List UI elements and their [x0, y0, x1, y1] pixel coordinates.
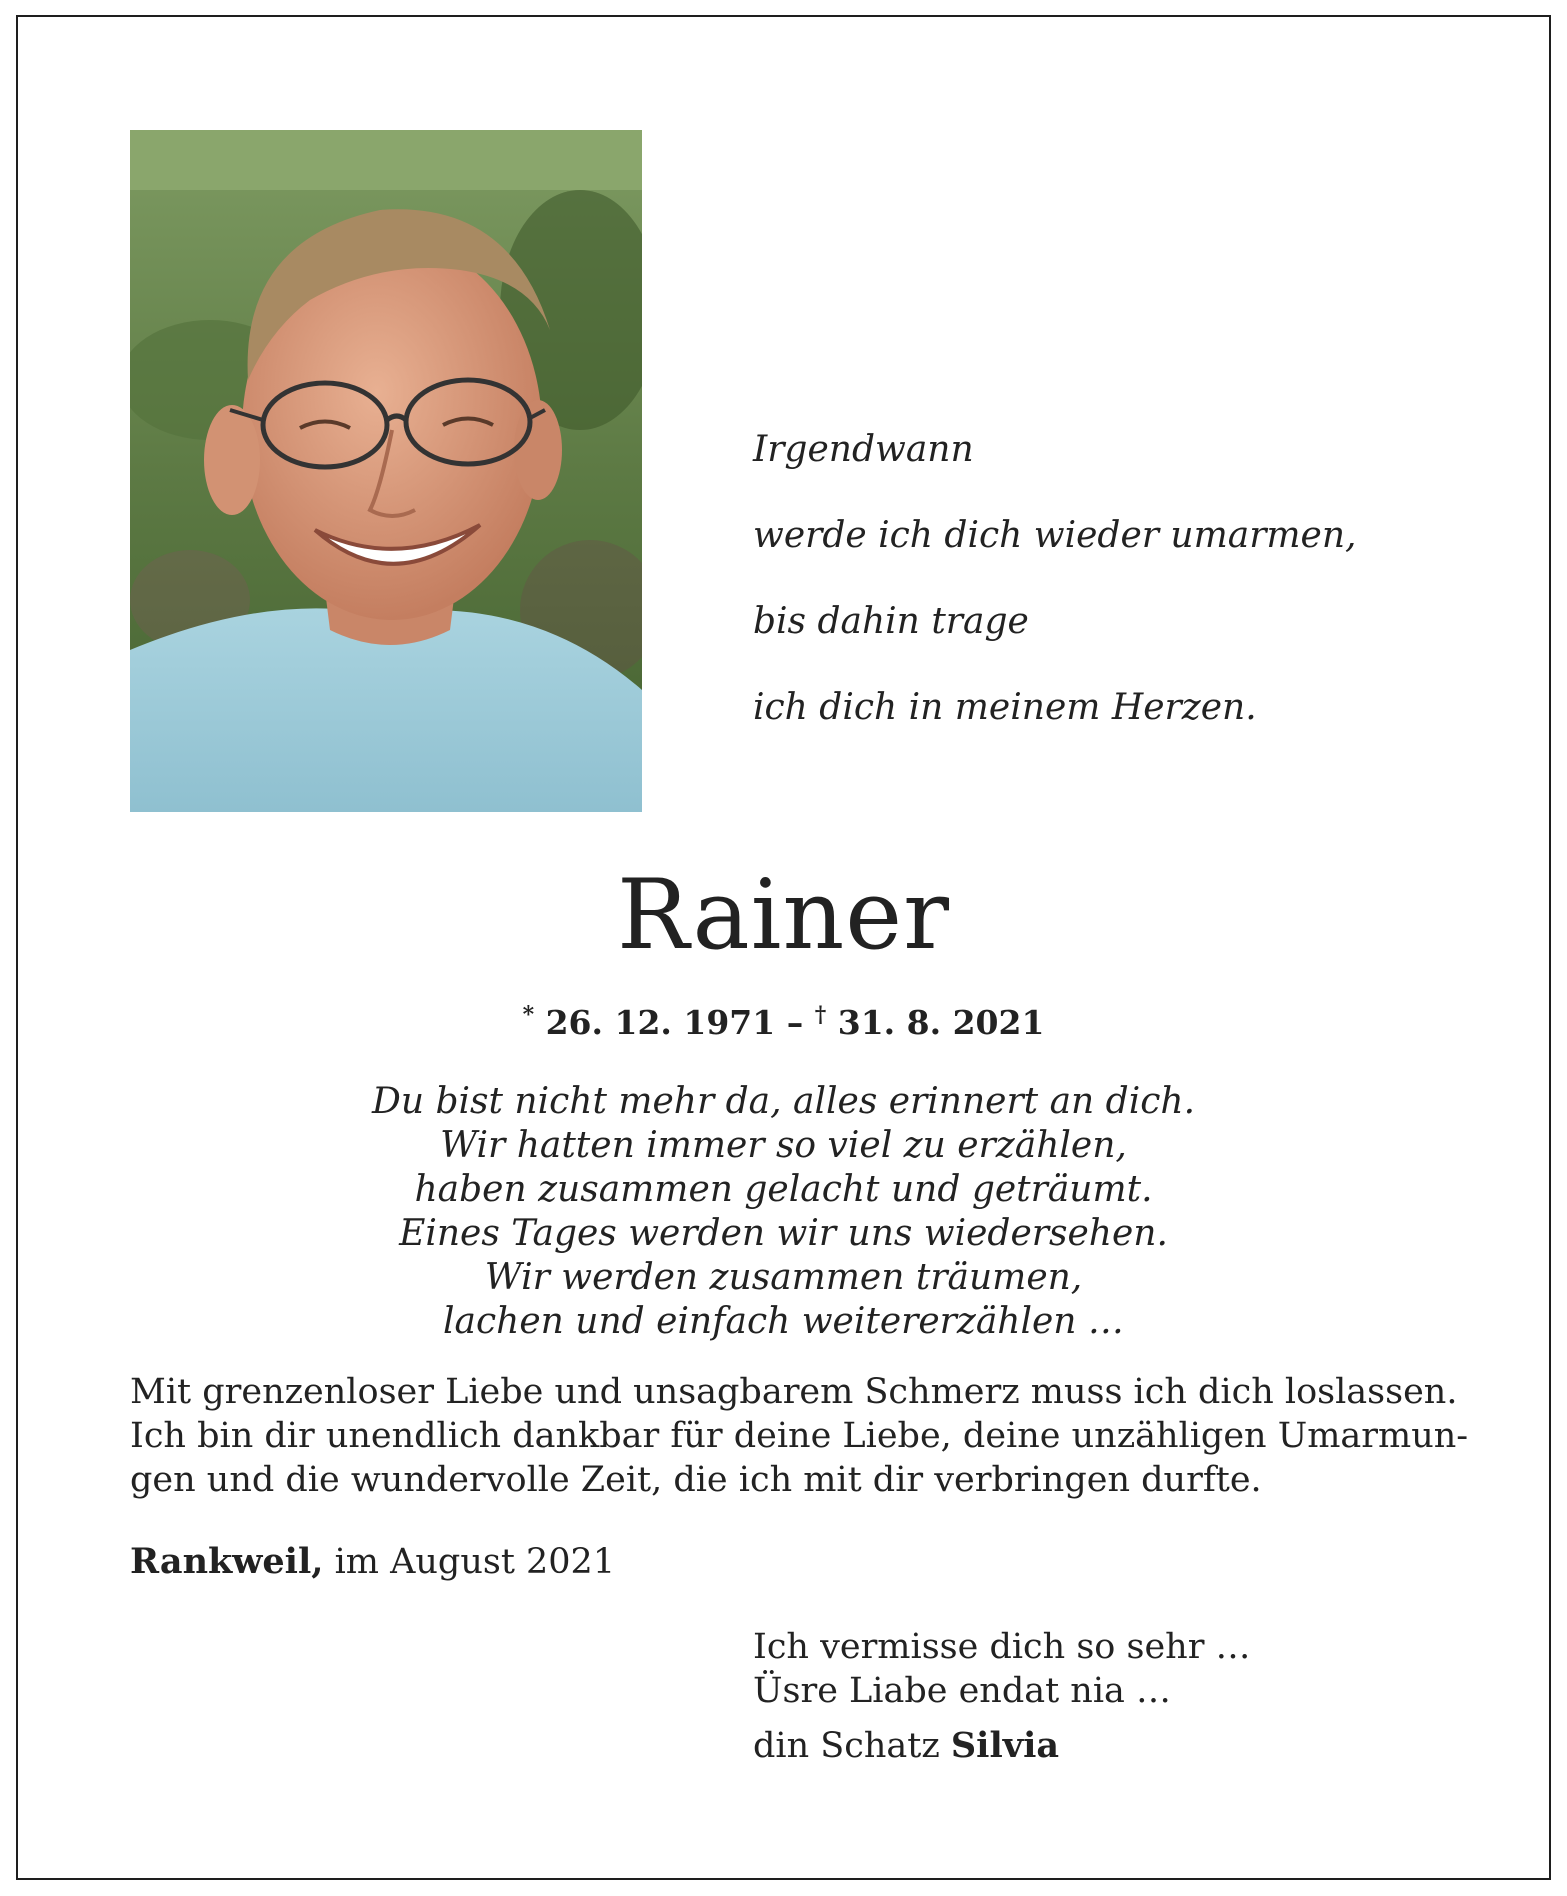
poem-line: Eines Tages werden wir uns wiedersehen. — [399, 1213, 1168, 1254]
death-date: 31. 8. 2021 — [837, 1003, 1045, 1042]
quote-line: bis dahin trage — [753, 601, 1029, 642]
life-dates — [0, 995, 1567, 1043]
message-line: gen und die wundervolle Zeit, die ich mit dir verbringen durfte. — [130, 1460, 1262, 1500]
signature — [753, 1724, 1251, 1768]
birth-symbol: * — [522, 1002, 535, 1028]
portrait-illustration — [130, 130, 642, 812]
death-symbol: † — [814, 1002, 827, 1028]
signature-prefix: din Schatz — [753, 1726, 940, 1766]
closing-note — [753, 1625, 1251, 1768]
place-and-date — [130, 1540, 615, 1584]
quote-line: werde ich dich wieder umarmen, — [753, 515, 1357, 556]
portrait-photo — [130, 130, 642, 812]
deceased-name: Rainer — [617, 859, 950, 971]
poem-line: Wir werden zusammen träumen, — [484, 1257, 1083, 1298]
quote-line: Irgendwann — [753, 429, 974, 470]
poem-line: Du bist nicht mehr da, alles erinnert an dich. — [371, 1081, 1196, 1122]
message-line: Ich bin dir unendlich dankbar für deine Liebe, deine unzähligen Umarmun- — [130, 1416, 1469, 1456]
closing-line: Üsre Liabe endat nia … — [753, 1671, 1172, 1711]
poem-line: lachen und einfach weitererzählen … — [443, 1301, 1124, 1342]
poem-line: Wir hatten immer so viel zu erzählen, — [440, 1125, 1127, 1166]
farewell-message — [130, 1370, 1469, 1502]
signature-name: Silvia — [950, 1725, 1060, 1766]
birth-date: 26. 12. 1971 — [545, 1003, 776, 1042]
opening-quote — [753, 385, 1433, 772]
place-date: im August 2021 — [334, 1542, 616, 1582]
quote-line: ich dich in meinem Herzen. — [753, 687, 1257, 728]
memorial-poem — [0, 1080, 1567, 1344]
closing-line: Ich vermisse dich so sehr … — [753, 1627, 1251, 1667]
place-town: Rankweil, — [130, 1541, 324, 1582]
message-line: Mit grenzenloser Liebe und unsagbarem Schmerz muss ich dich loslassen. — [130, 1372, 1458, 1412]
date-separator: – — [786, 1003, 804, 1042]
poem-line: haben zusammen gelacht und geträumt. — [414, 1169, 1153, 1210]
